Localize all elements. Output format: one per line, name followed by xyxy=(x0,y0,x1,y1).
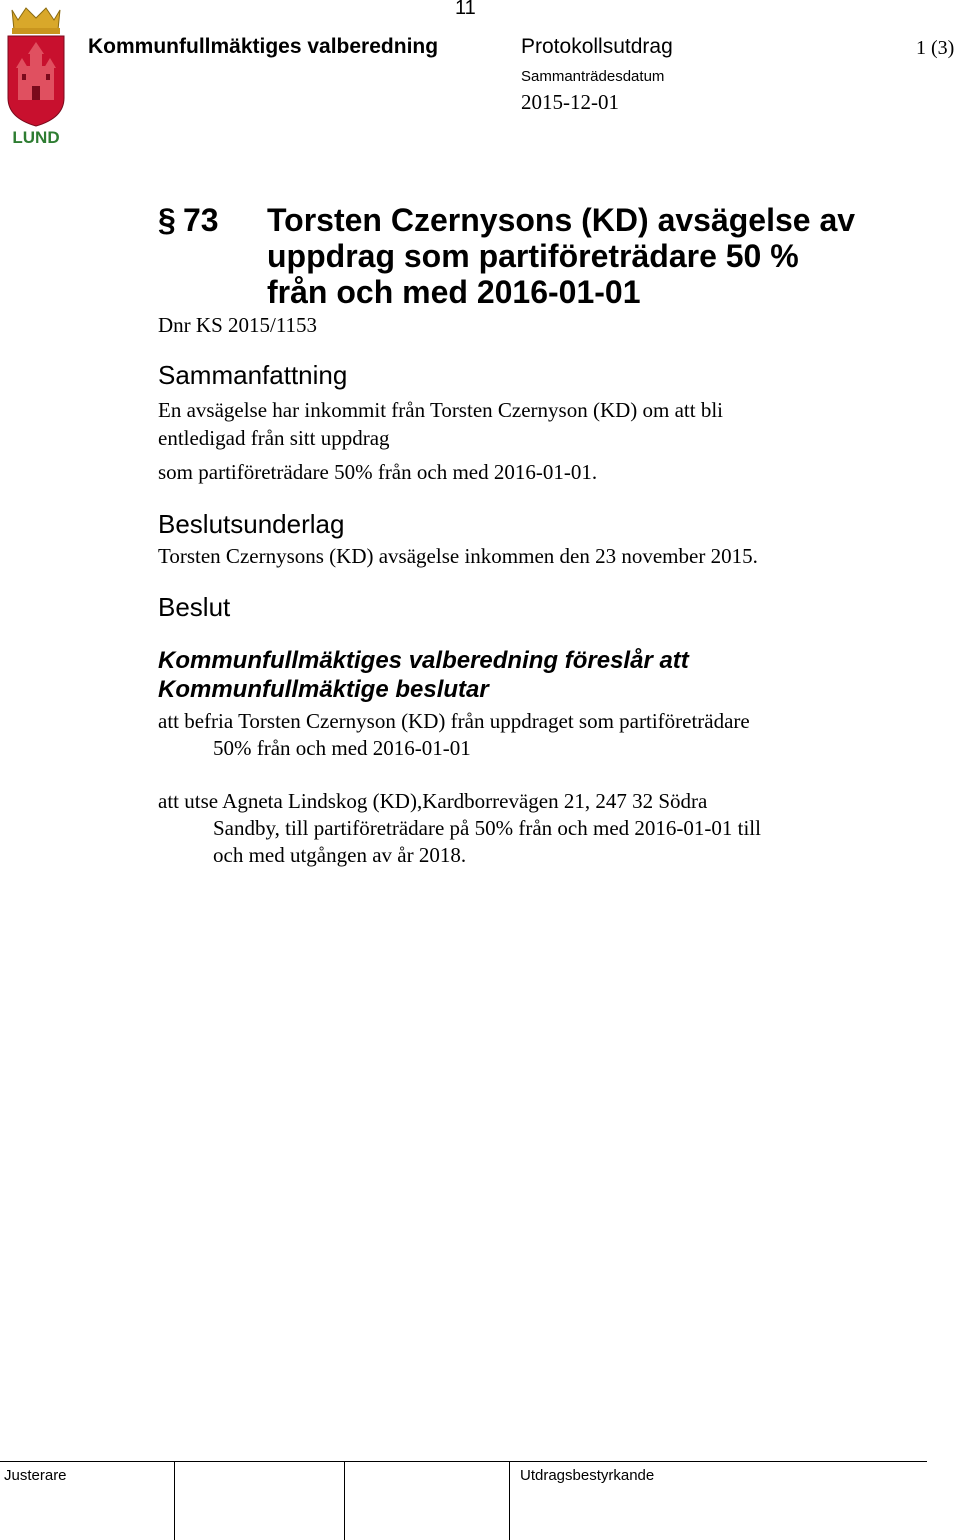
lund-coat-of-arms-logo xyxy=(4,6,68,146)
att-line: 50% från och med 2016-01-01 xyxy=(213,736,471,760)
section-number: 73 xyxy=(183,202,219,238)
att-line: Sandby, till partiföreträdare på 50% från och med 2016-01-01 till xyxy=(213,816,761,840)
page-count: 1 (3) xyxy=(916,37,955,59)
logo-text: LUND xyxy=(12,128,60,146)
att-clause-1 xyxy=(158,708,838,762)
signature-box-divider xyxy=(174,1461,175,1540)
summary-line: En avsägelse har inkommit från Torsten Czernyson (KD) om att bli xyxy=(158,398,724,422)
page-number: 11 xyxy=(455,0,476,19)
title-line: från och med 2016-01-01 xyxy=(267,274,641,310)
doc-type: Protokollsutdrag xyxy=(521,35,673,58)
section-symbol: § xyxy=(158,202,176,238)
diary-number: Dnr KS 2015/1153 xyxy=(158,313,318,337)
signature-box-divider xyxy=(344,1461,345,1540)
basis-text: Torsten Czernysons (KD) avsägelse inkommen den 23 november 2015. xyxy=(158,544,758,568)
proposal-line: Kommunfullmäktige beslutar xyxy=(158,676,489,703)
proposal-line: Kommunfullmäktiges valberedning föreslår att xyxy=(158,647,689,674)
att-clause-2 xyxy=(158,788,838,869)
decision-heading: Beslut xyxy=(158,592,231,622)
summary-line: som partiföreträdare 50% från och med 2016-01-01. xyxy=(158,460,598,484)
att-line: att befria Torsten Czernyson (KD) från uppdraget som partiföreträdare xyxy=(158,709,750,733)
signature-box-divider xyxy=(509,1461,510,1540)
meeting-date: 2015-12-01 xyxy=(521,90,619,114)
justerare-label: Justerare xyxy=(4,1467,67,1484)
org-name: Kommunfullmäktiges valberedning xyxy=(88,35,439,58)
footer-divider xyxy=(0,1461,927,1462)
att-line: och med utgången av år 2018. xyxy=(213,843,467,867)
summary-text xyxy=(158,396,723,452)
title-line: Torsten Czernysons (KD) avsägelse av xyxy=(267,202,856,238)
summary-heading: Sammanfattning xyxy=(158,360,348,390)
att-line: att utse Agneta Lindskog (KD),Kardborrevägen 21, 247 32 Södra xyxy=(158,789,708,813)
title-line: uppdrag som partiföreträdare 50 % xyxy=(267,238,799,274)
summary-line: entledigad från sitt uppdrag xyxy=(158,426,390,450)
utdragsbestyrkande-label: Utdragsbestyrkande xyxy=(520,1467,655,1484)
section-title xyxy=(267,202,855,310)
meeting-date-label: Sammanträdesdatum xyxy=(521,68,665,85)
proposal-heading xyxy=(158,646,689,704)
basis-heading: Beslutsunderlag xyxy=(158,509,345,539)
